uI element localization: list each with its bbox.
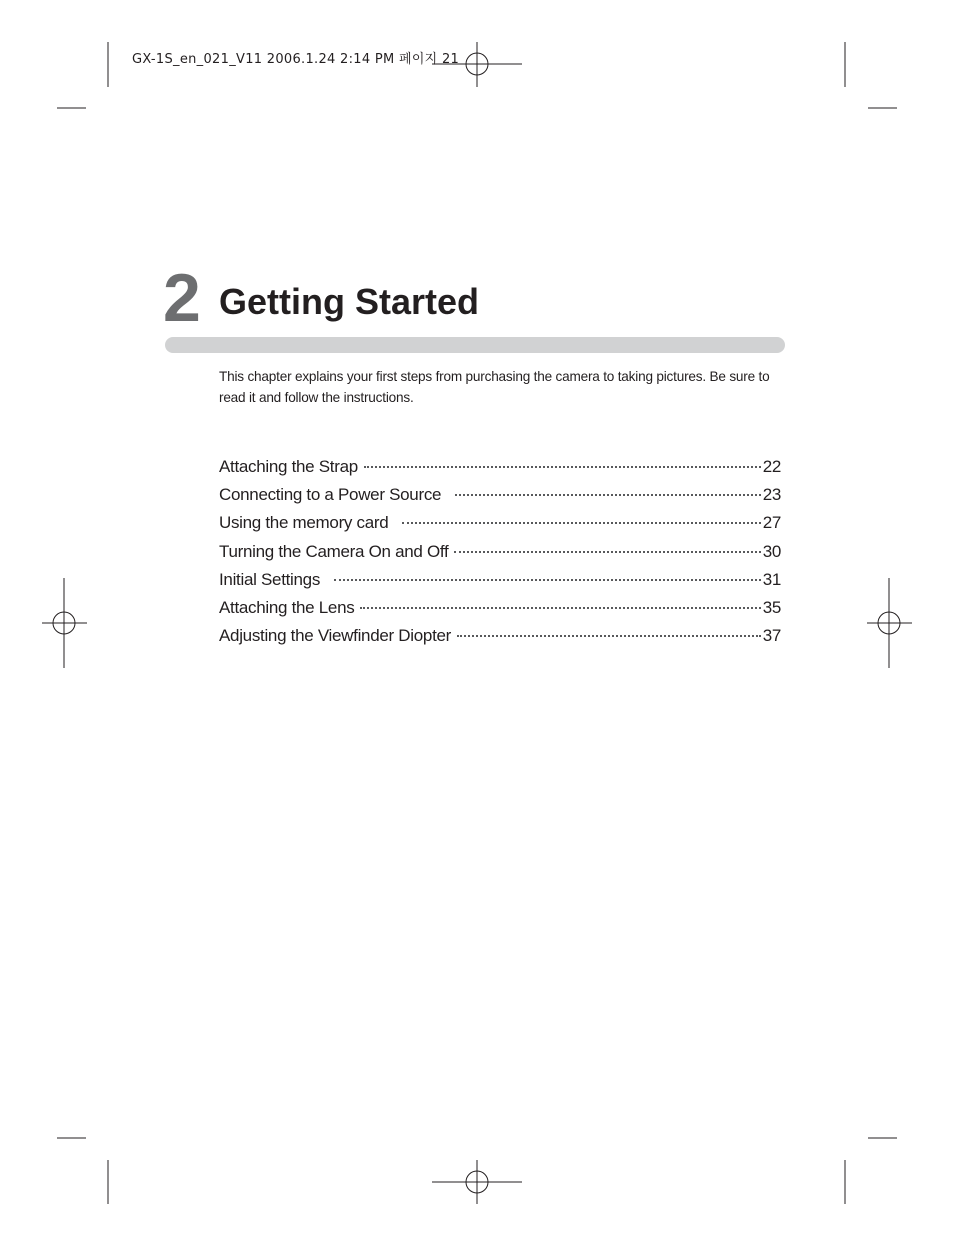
toc-entry[interactable]: [219, 453, 781, 481]
toc-dot-leader: [402, 522, 760, 524]
toc-entry-label: Using the memory card: [219, 513, 389, 533]
toc-dot-leader: [360, 607, 760, 609]
toc-entry[interactable]: [219, 481, 781, 509]
toc-entry-page: 22: [762, 457, 781, 476]
chapter-number: 2: [163, 260, 201, 336]
toc-dot-leader: [457, 635, 761, 637]
toc-entry-label: Attaching the Strap: [219, 457, 358, 476]
toc-entry-label: Initial Settings: [219, 569, 321, 589]
toc-entry-label: Connecting to a Power Source: [219, 485, 442, 505]
toc-dot-leader: [455, 494, 761, 496]
toc-entry-page: 31: [762, 569, 781, 589]
toc-entry-label: Turning the Camera On and Off: [219, 541, 449, 561]
toc-entry[interactable]: [219, 538, 781, 566]
print-slug: GX-1S_en_021_V11 2006.1.24 2:14 PM 페이지 21: [132, 52, 460, 67]
registration-mark-left: [42, 578, 87, 668]
toc-dot-leader: [334, 579, 761, 581]
toc-entry[interactable]: [219, 509, 781, 537]
chapter-intro: This chapter explains your first steps from purchasing the camera to taking pictures. Be sure to read it and follow the instructions.: [219, 369, 770, 405]
registration-mark-right: [867, 578, 912, 668]
toc-entry-page: 37: [762, 626, 781, 646]
table-of-contents: [219, 453, 781, 650]
toc-entry-label: Adjusting the Viewfinder Diopter: [219, 626, 452, 646]
toc-entry[interactable]: [219, 594, 781, 622]
toc-entry[interactable]: [219, 622, 781, 650]
registration-mark-bottom: [432, 1160, 522, 1204]
toc-entry-label: Attaching the Lens: [219, 597, 355, 617]
toc-entry-page: 30: [762, 541, 781, 561]
toc-entry[interactable]: [219, 566, 781, 594]
toc-entry-page: 23: [762, 485, 781, 505]
toc-entry-page: 35: [762, 597, 781, 617]
toc-entry-page: 27: [762, 513, 781, 533]
toc-dot-leader: [454, 551, 760, 553]
title-rule: [165, 337, 785, 353]
chapter-title: Getting Started: [219, 281, 480, 322]
toc-dot-leader: [364, 466, 761, 468]
